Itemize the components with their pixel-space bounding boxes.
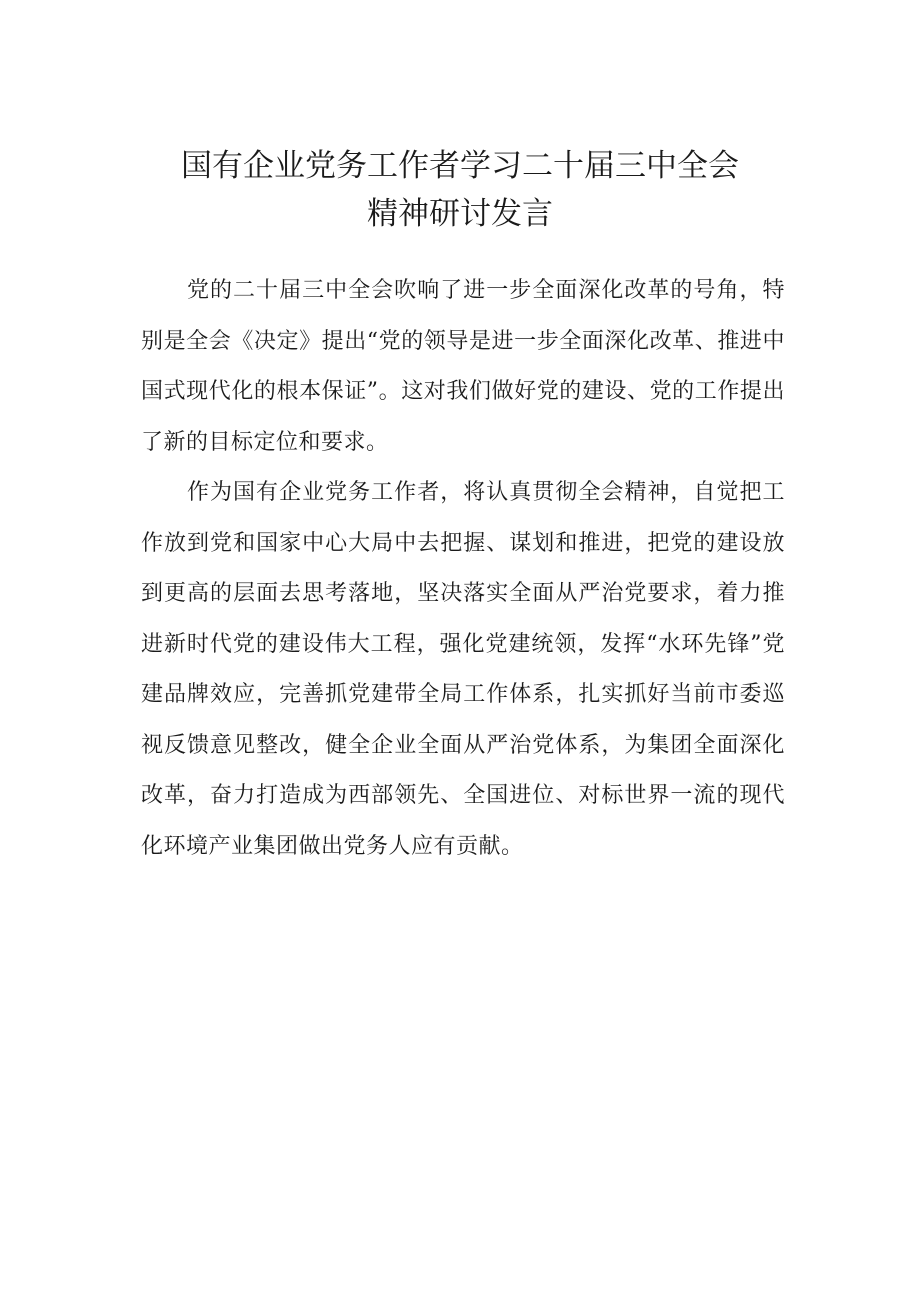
paragraph-1: 党的二十届三中全会吹响了进一步全面深化改革的号角，特别是全会《决定》提出“党的领导是进一步全面深化改革、推进中国式现代化的根本保证”。这对我们做好党的建设、党的工作提出了新的目标定位和要求。 [141, 278, 785, 455]
paragraph-2: 作为国有企业党务工作者，将认真贯彻全会精神，自觉把工作放到党和国家中心大局中去把握、谋划和推进，把党的建设放到更高的层面去思考落地，坚决落实全面从严治党要求，着力推进新时代党的建设伟大工程，强化党建统领，发挥“水环先锋”党建品牌效应，完善抓党建带全局工作体系，扎实抓好当前市委巡视反馈意见整改，健全企业全面从严治党体系，为集团全面深化改革，奋力打造成为西部领先、全国进位、对标世界一流的现代化环境产业集团做出党务人应有贡献。 [141, 480, 785, 859]
document-body [141, 266, 785, 872]
document-title [0, 142, 920, 238]
title-line-2: 精神研讨发言 [367, 196, 553, 232]
title-line-1: 国有企业党务工作者学习二十届三中全会 [181, 148, 739, 184]
